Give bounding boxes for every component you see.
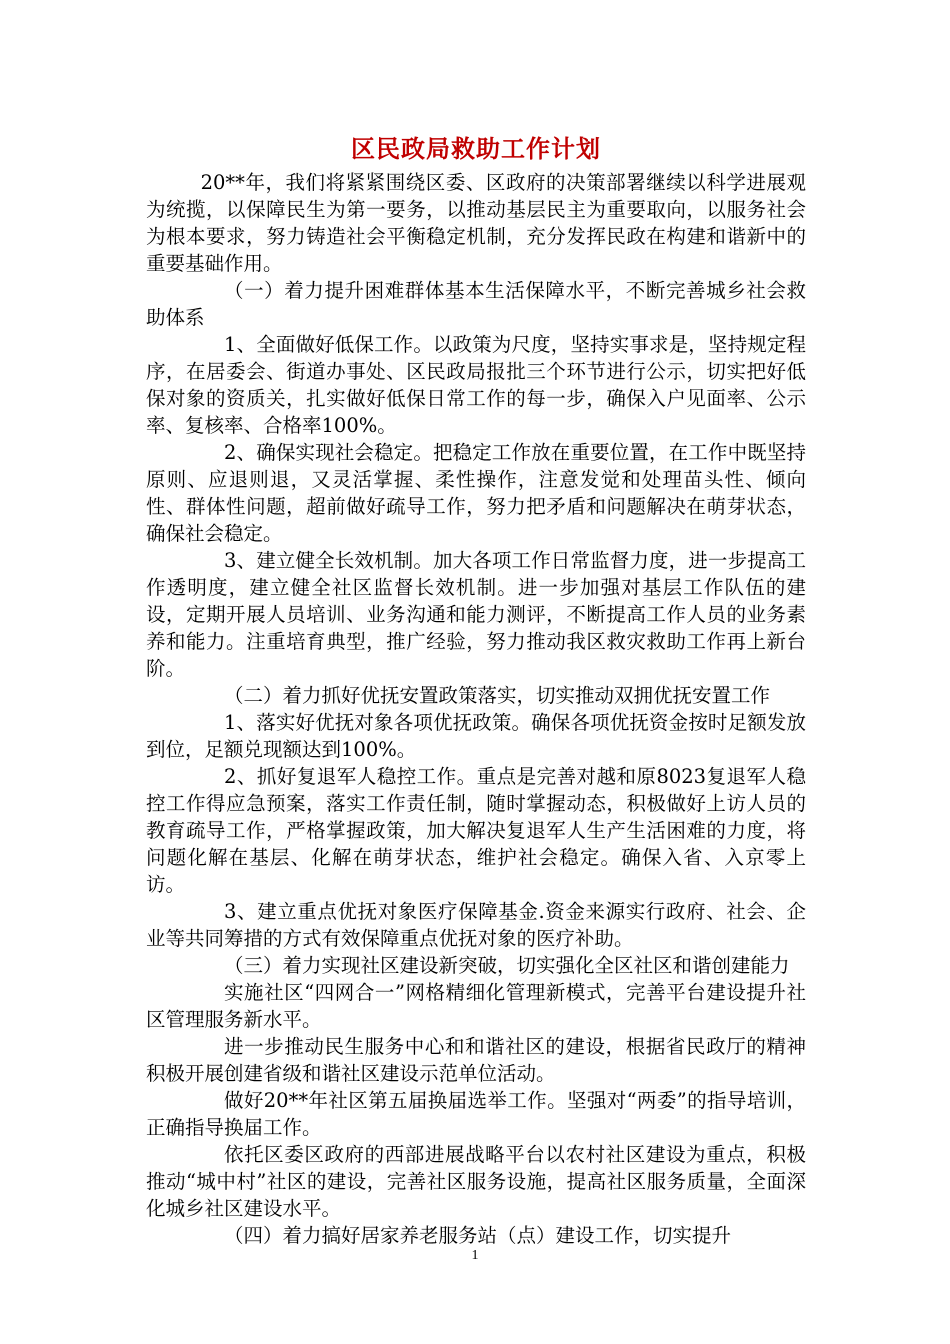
section-heading-2: （二）着力抓好优抚安置政策落实，切实推动双拥优抚安置工作: [224, 684, 771, 707]
section-heading-4: （四）着力搞好居家养老服务站（点）建设工作，切实提升: [224, 1224, 732, 1247]
paragraph-s2-item-1: 1、落实好优抚对象各项优抚政策。确保各项优抚资金按时足额发放到位，足额兑现额达到100%。: [146, 711, 806, 761]
paragraph-s1-item-3: 3、建立健全长效机制。加大各项工作日常监督力度，进一步提高工作透明度，建立健全社区监督长效机制。进一步加强对基层工作队伍的建设，定期开展人员培训、业务沟通和能力测评，不断提高工作人员的业务素养和能力。注重培育典型，推广经验，努力推动我区救灾救助工作再上新台阶。: [146, 549, 806, 680]
paragraph-s1-item-1: 1、全面做好低保工作。以政策为尺度，坚持实事求是，坚持规定程序，在居委会、街道办事处、区民政局报批三个环节进行公示，切实把好低保对象的资质关，扎实做好低保日常工作的每一步，确保入户见面率、公示率、复核率、合格率100%。: [146, 333, 806, 437]
document-title: 区民政局救助工作计划: [351, 135, 601, 163]
paragraph-s1-item-2: 2、确保实现社会稳定。把稳定工作放在重要位置，在工作中既坚持原则、应退则退，又灵活掌握、柔性操作，注意发觉和处理苗头性、倾向性、群体性问题，超前做好疏导工作，努力把矛盾和问题解决在萌芽状态，确保社会稳定。: [146, 441, 806, 545]
paragraph-s2-item-2: 2、抓好复退军人稳控工作。重点是完善对越和原8023复退军人稳控工作得应急预案，落实工作责任制，随时掌握动态，积极做好上访人员的教育疏导工作，严格掌握政策，加大解决复退军人生产生活困难的力度，将问题化解在基层、化解在萌芽状态，维护社会稳定。确保入省、入京零上访。: [146, 765, 806, 896]
section-heading-1: （一）着力提升困难群体基本生活保障水平，不断完善城乡社会救助体系: [146, 279, 806, 329]
paragraph-s3-1: 实施社区“四网合一”网格精细化管理新模式，完善平台建设提升社区管理服务新水平。: [146, 981, 806, 1031]
paragraph-s3-3: 做好20**年社区第五届换届选举工作。坚强对“两委”的指导培训，正确指导换届工作。: [146, 1089, 806, 1139]
paragraph-s2-item-3: 3、建立重点优抚对象医疗保障基金.资金来源实行政府、社会、企业等共同筹措的方式有效保障重点优抚对象的医疗补助。: [146, 900, 806, 950]
section-heading-3: （三）着力实现社区建设新突破，切实强化全区社区和谐创建能力: [224, 954, 790, 977]
page-number: 1: [471, 1248, 479, 1263]
document-body: [146, 131, 806, 1249]
paragraph-intro: 20**年，我们将紧紧围绕区委、区政府的决策部署继续以科学进展观为统揽，以保障民生为第一要务，以推动基层民主为重要取向，以服务社会为根本要求，努力铸造社会平衡稳定机制，充分发挥民政在构建和谐新中的重要基础作用。: [146, 171, 806, 275]
paragraph-s3-4: 依托区委区政府的西部进展战略平台以农村社区建设为重点，积极推动“城中村”社区的建设，完善社区服务设施，提高社区服务质量，全面深化城乡社区建设水平。: [146, 1143, 806, 1220]
paragraph-s3-2: 进一步推动民生服务中心和和谐社区的建设，根据省民政厅的精神积极开展创建省级和谐社区建设示范单位活动。: [146, 1035, 806, 1085]
